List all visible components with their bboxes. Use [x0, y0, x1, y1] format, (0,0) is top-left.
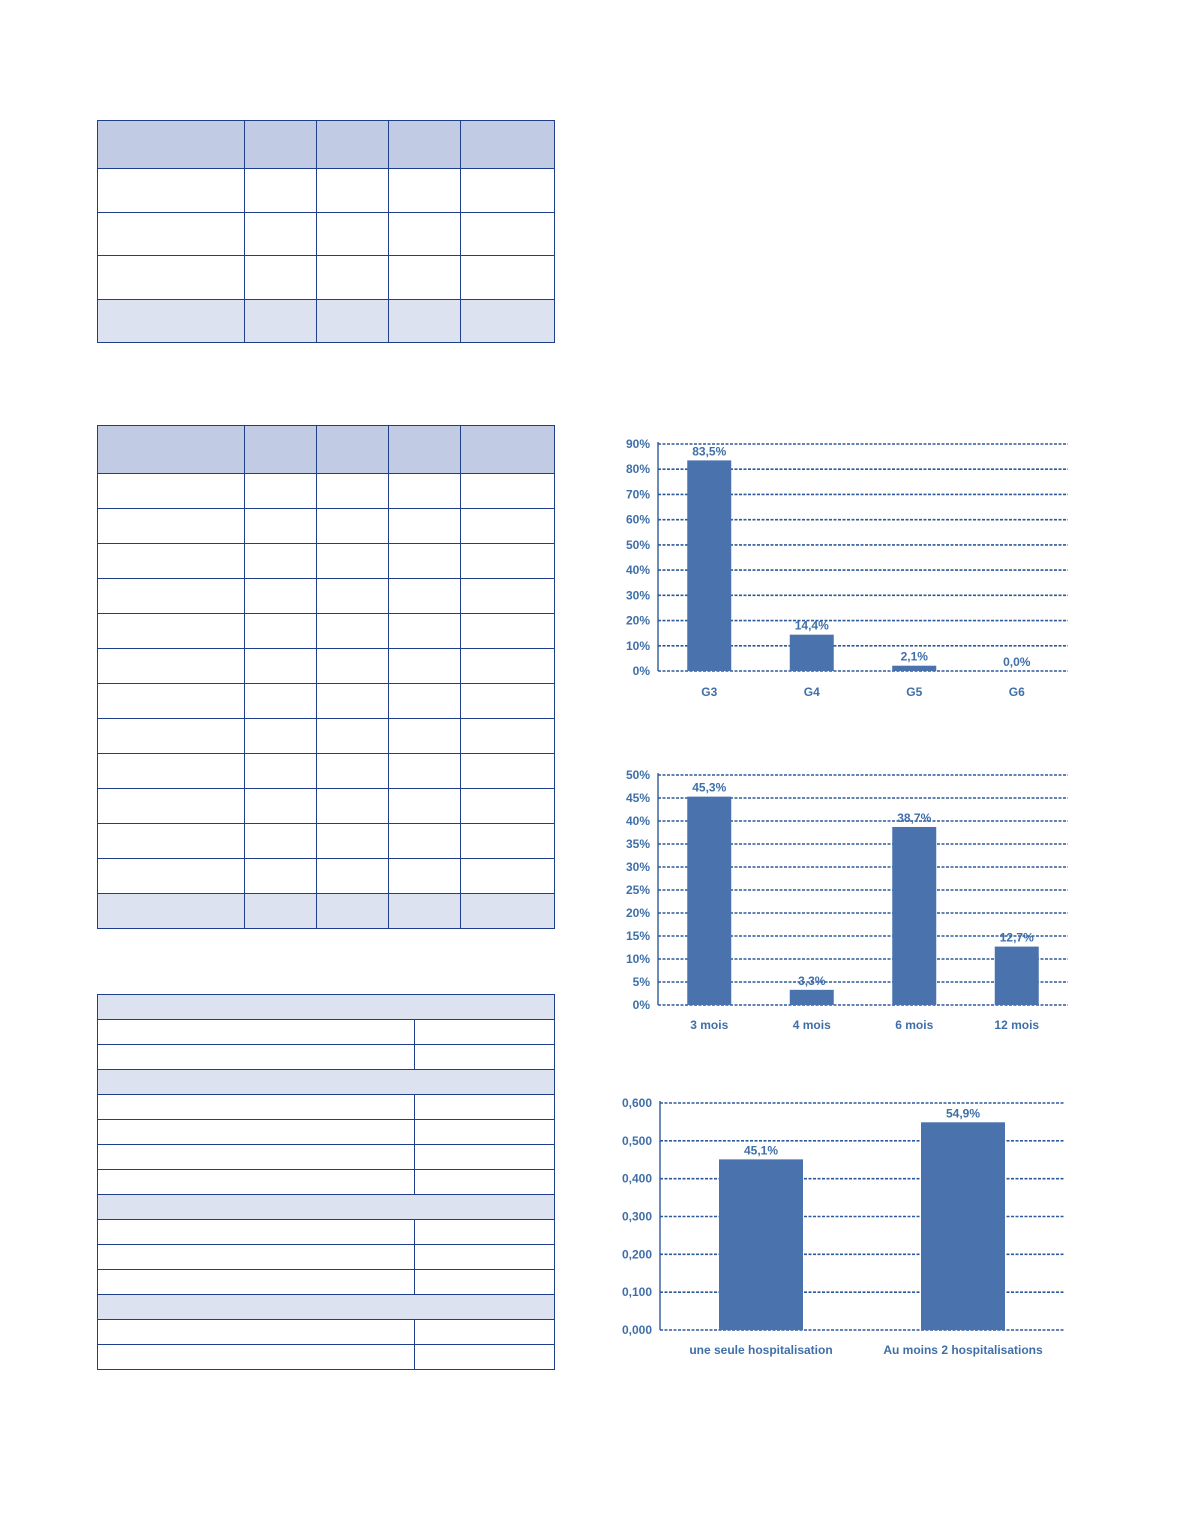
data-label: 3,3% [798, 973, 826, 988]
y-tick-label: 50% [625, 768, 650, 782]
bar-chart-grades [600, 430, 1080, 710]
table-row [98, 1045, 555, 1070]
section-row [98, 995, 555, 1020]
data-label: 38,7% [897, 810, 932, 825]
x-tick-label: une seule hospitalisation [689, 1343, 833, 1357]
y-tick-label: 0,000 [621, 1323, 652, 1337]
y-tick-label: 0,300 [621, 1209, 652, 1224]
section-row [98, 1295, 555, 1320]
table-row [98, 509, 555, 544]
table-row [98, 684, 555, 719]
table-row [98, 719, 555, 754]
table-row [98, 1345, 555, 1370]
data-label: 12,7% [999, 930, 1034, 945]
table-row [98, 213, 555, 256]
table-row [98, 544, 555, 579]
table-row [98, 1120, 555, 1145]
data-label: 0,0% [1003, 655, 1031, 669]
y-tick-label: 10% [625, 952, 650, 966]
table-row [98, 1020, 555, 1045]
table-header-row [98, 426, 555, 474]
data-label: 2,1% [900, 649, 928, 664]
section-row [98, 1195, 555, 1220]
y-tick-label: 20% [625, 613, 650, 628]
x-tick-label: 6 mois [895, 1018, 934, 1032]
y-tick-label: 0,600 [621, 1096, 652, 1110]
y-tick-label: 60% [625, 512, 650, 527]
table-row [98, 1095, 555, 1120]
y-tick-label: 70% [625, 487, 650, 502]
bar [687, 460, 731, 671]
table-row [98, 474, 555, 509]
y-tick-label: 40% [625, 814, 650, 828]
table-row [98, 789, 555, 824]
y-tick-label: 40% [625, 563, 650, 578]
table-row [98, 1170, 555, 1195]
x-tick-label: Au moins 2 hospitalisations [883, 1343, 1043, 1357]
bar-chart-duration [600, 765, 1080, 1045]
table-row [98, 1220, 555, 1245]
y-tick-label: 50% [625, 537, 650, 552]
table-header-row [98, 121, 555, 169]
bar [995, 947, 1039, 1005]
table-total-row [98, 894, 555, 929]
table-row [98, 859, 555, 894]
x-tick-label: 12 mois [994, 1018, 1040, 1032]
table-row [98, 579, 555, 614]
table-row [98, 754, 555, 789]
x-tick-label: G5 [906, 685, 923, 699]
y-tick-label: 0,500 [621, 1133, 652, 1148]
y-tick-label: 0,200 [621, 1247, 652, 1262]
data-label: 83,5% [692, 444, 727, 459]
data-label: 45,3% [692, 780, 727, 795]
y-tick-label: 45% [625, 791, 650, 805]
y-tick-label: 0,100 [621, 1285, 652, 1300]
y-tick-label: 5% [632, 975, 650, 989]
data-label: 45,1% [743, 1143, 779, 1158]
table-row [98, 169, 555, 213]
table-row [98, 256, 555, 300]
data-label: 54,9% [945, 1106, 981, 1121]
bar [790, 635, 834, 671]
bar [687, 797, 731, 1005]
y-tick-label: 30% [625, 588, 650, 603]
y-tick-label: 25% [625, 883, 650, 897]
table-2 [97, 425, 555, 929]
y-tick-label: 15% [625, 929, 650, 943]
table-row [98, 1245, 555, 1270]
y-tick-label: 80% [625, 462, 650, 477]
y-tick-label: 20% [625, 906, 650, 920]
data-label: 14,4% [794, 618, 829, 633]
table-row [98, 1145, 555, 1170]
table-row [98, 824, 555, 859]
table-row [98, 649, 555, 684]
table-row [98, 1320, 555, 1345]
table-row [98, 614, 555, 649]
x-tick-label: G6 [1008, 685, 1025, 699]
bar [921, 1122, 1005, 1330]
x-tick-label: G4 [803, 685, 820, 699]
bar-chart-hospitalisations [600, 1090, 1080, 1370]
table-3 [97, 994, 555, 1370]
bar [892, 827, 936, 1005]
section-row [98, 1070, 555, 1095]
bar [790, 990, 834, 1005]
y-tick-label: 30% [625, 860, 650, 874]
x-tick-label: 4 mois [792, 1018, 831, 1032]
bar [719, 1159, 803, 1330]
table-row [98, 1270, 555, 1295]
y-tick-label: 35% [625, 837, 650, 851]
y-tick-label: 0,400 [621, 1171, 652, 1186]
y-tick-label: 90% [625, 437, 650, 451]
y-tick-label: 10% [625, 638, 650, 653]
y-tick-label: 0% [632, 998, 650, 1012]
table-total-row [98, 300, 555, 343]
table-1 [97, 120, 555, 343]
bar [892, 666, 936, 671]
x-tick-label: G3 [701, 685, 718, 699]
x-tick-label: 3 mois [690, 1018, 729, 1032]
y-tick-label: 0% [632, 664, 650, 678]
